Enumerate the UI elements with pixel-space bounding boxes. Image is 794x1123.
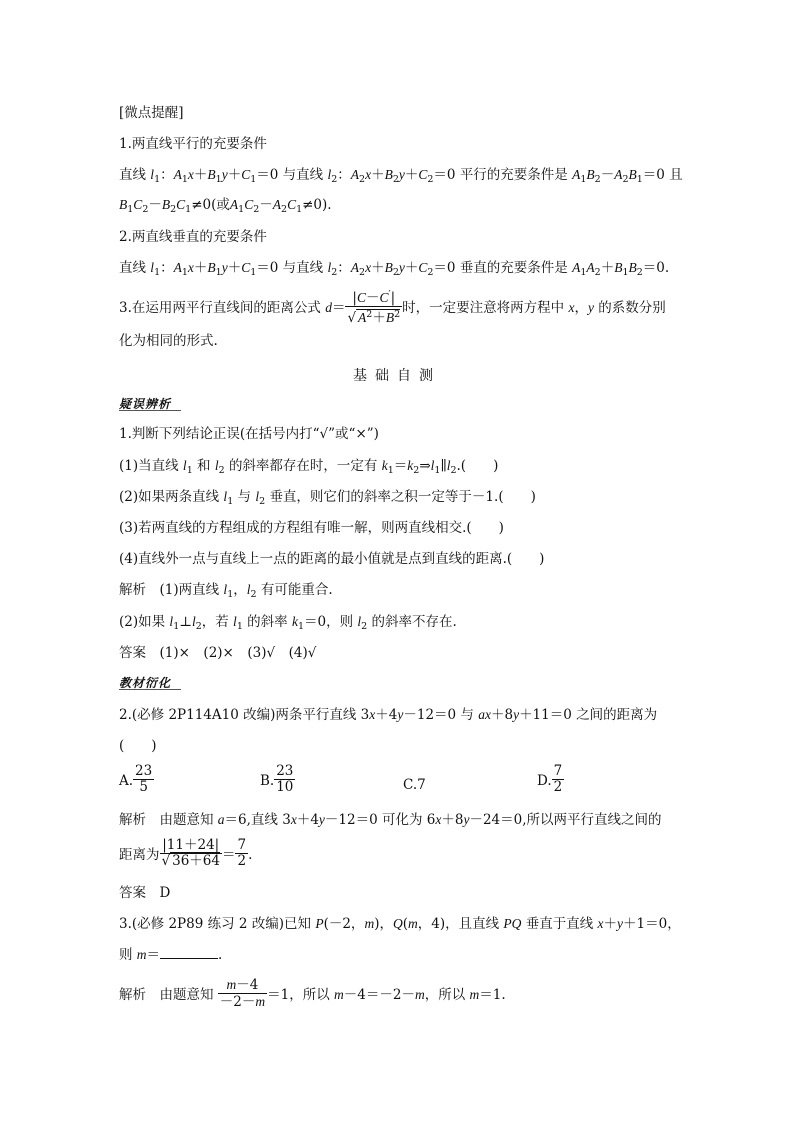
q1-stem: 1.判断下列结论正误(在括号内打“√”或“×”) [119, 426, 379, 442]
q2-paren: ( ) [119, 738, 157, 754]
tag-textbook: 教材衍化 [119, 676, 172, 690]
tips-header: [微点提醒] [119, 105, 184, 121]
q1-analysis1: 解析 (1)两直线 $l_1$，$l_2$ 有可能重合. [119, 582, 333, 600]
q1-part4: (4)直线外一点与直线上一点的距离的最小值就是点到直线的距离.( ) [119, 551, 545, 567]
q2-answer: 答案 D [119, 885, 171, 901]
tips-item2-text: 直线 $l_1$：$A_1x+B_1y+C_1=0$ 与直线 $l_2$：$A_2x+B_2y+C_2=0$ 垂直的充要条件是 $A_1A_2+B_1B_2=0$. [119, 260, 670, 278]
tag-error-analysis: 疑误辨析 [119, 397, 172, 411]
tag-underline [119, 410, 181, 411]
tips-item2-title: 2.两直线垂直的充要条件 [119, 229, 267, 245]
tips-item3-text-cont: 化为相同的形式. [119, 333, 218, 349]
q2-option-d: D. $\frac{7}{2}$ [537, 763, 563, 795]
q3-analysis: 解析 由题意知 $\frac{m-4}{-2-m}$ ＝1，所以 m－4＝－2－m，所以 m＝1. [119, 977, 506, 1010]
q2-option-b: B. $\frac{23}{10}$ [260, 763, 294, 795]
q2-option-a: A. $\frac{23}{5}$ [119, 763, 153, 795]
q1-part3: (3)若两直线的方程组成的方程组有唯一解，则两直线相交.( ) [119, 520, 504, 536]
q3-stem-cont: 则 m＝ . [119, 947, 223, 963]
tips-item1-text-cont: $B_1C_2-B_2C_1\ne 0$(或$A_1C_2-A_2C_1\ne 0$). [119, 197, 332, 215]
tips-item3-text: 3.在运用两平行直线间的距离公式 d＝ $\frac{|C-C'|}{√ A^2+B^2}$ 时，一定要注意将两方程中 x，y 的系数分别 [119, 289, 666, 326]
q1-part2: (2)如果两条直线 $l_1$ 与 $l_2$ 垂直，则它们的斜率之积一定等于－1.( ) [119, 489, 536, 507]
q1-part1: (1)当直线 $l_1$ 和 $l_2$ 的斜率都存在时，一定有 $k_1=k_2\Rightarrow l_1\parallel l_2$.( ) [119, 458, 499, 476]
q2-analysis-cont: 距离为 $\frac{|11+24|}{√ 36+64}$ ＝ $\frac{7}{2}$ . [119, 837, 253, 869]
q1-analysis2: (2)如果 $l_1\perp l_2$，若 $l_1$ 的斜率 $k_1=0$，则 $l_2$ 的斜率不存在. [119, 614, 457, 632]
q2-stem: 2.(必修 2P114A10 改编)两条平行直线 3x＋4y－12＝0 与 ax＋8y＋11＝0 之间的距离为 [119, 707, 658, 723]
q3-stem: 3.(必修 2P89 练习 2 改编)已知 P(－2，m)，Q(m，4)，且直线 PQ 垂直于直线 x＋y＋1＝0， [119, 916, 681, 932]
section-title: 基础自测 [353, 368, 441, 384]
q1-answer: 答案 (1)× (2)× (3)√ (4)√ [119, 645, 317, 661]
tag-underline [119, 689, 181, 690]
q2-option-c: C.7 [403, 777, 426, 793]
distance-formula: $\frac{|C-C'|}{√ A^2+B^2}$ [347, 289, 401, 326]
tips-item1-title: 1.两直线平行的充要条件 [119, 136, 267, 152]
answer-blank[interactable] [160, 945, 218, 959]
tips-item1-text: 直线 $l_1$：$A_1x+B_1y+C_1=0$ 与直线 $l_2$：$A_2x+B_2y+C_2=0$ 平行的充要条件是 $A_1B_2-A_2B_1=0$ 且 [119, 167, 683, 185]
q2-analysis: 解析 由题意知 a＝6,直线 3x＋4y－12＝0 可化为 6x＋8y－24＝0,所以两平行直线之间的 [119, 812, 662, 828]
